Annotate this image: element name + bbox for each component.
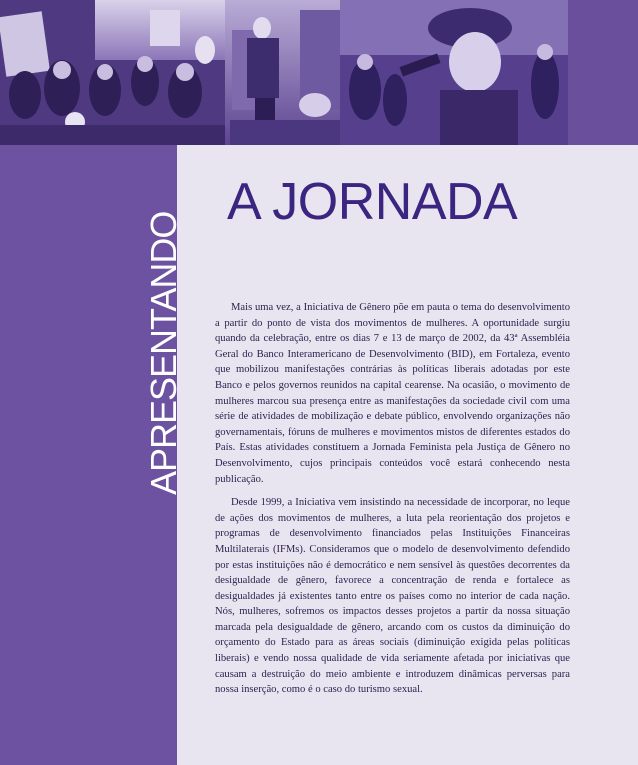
section-label-text: APRESENTANDO [143,211,184,495]
section-label [0,0,184,495]
paragraph: Desde 1999, a Iniciativa vem insistindo na necessidade de incorporar, no leque de ações dos movimentos de mulheres, a luta pela reorientação dos projetos e programas de desenvolvimento financiados pelas Instituições Financeiras Multilaterais (IFMs). Consideramos que o modelo de desenvolvimento defendido por estas instituições não é democrático e nem sensível às questões decorrentes da desigualdade de gênero, favorece a concentração de renda e fortalece as desigualdades já existentes tanto entre os países como no interior de cada nação. Nós, mulheres, sofremos os impactos desses projetos a partir da nossa situação marcada pela desigualdade de gênero, arcando com os custos da diminuição do orçamento do Estado para as áreas sociais (diminuição exigida pelas políticas liberais) e vendo nossa qualidade de vida seriamente afetada por iniciativas que causam a destruição do meio ambiente e introduzem dinâmicas perversas para nossa inserção, como é o caso do turismo sexual. [215,497,570,696]
paragraph: Mais uma vez, a Iniciativa de Gênero põe em pauta o tema do desenvolvimento a partir do ponto de vista dos movimentos de mulheres. A oportunidade surgiu quando da celebração, entre os dias 7 e 13 de março de 2002, da 43ª Assembléia Geral do Banco Interamericano de Desenvolvimento (BID), em Fortaleza, evento que mobilizou manifestações contrárias às políticas liberais adotadas por este Banco e pelos governos reunidos na capital cearense. Na ocasião, o movimento de mulheres marcou sua presença entre as manifestações da sociedade civil com uma série de atividades de mobilização e debate público, envolvendo organizações não governamentais, fóruns de mulheres e movimentos mistos de diferentes estados do País. Estas atividades constituem a Jornada Feminista pela Justiça de Gênero no Desenvolvimento, cujos principais conteúdos você estará conhecendo nesta publicação. [215,302,570,485]
article-body [215,300,570,706]
page-title: A JORNADA [227,173,518,231]
